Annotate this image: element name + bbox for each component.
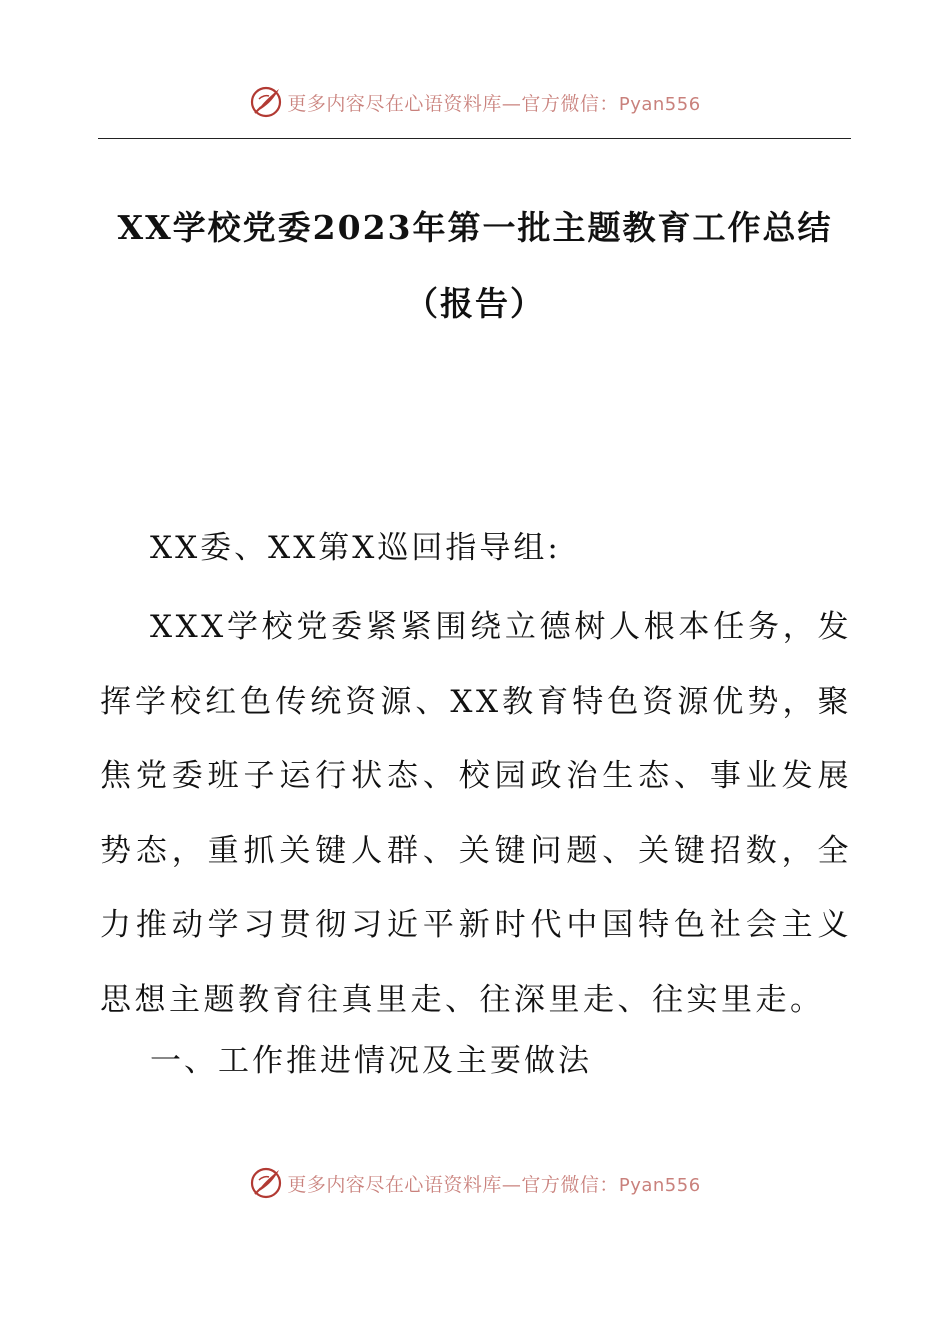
footer-watermark: [0, 1163, 950, 1203]
quill-pen-logo-icon: [249, 85, 283, 119]
watermark-wechat-id: Pyan556: [618, 1174, 701, 1196]
watermark-label: 更多内容尽在心语资料库—官方微信：: [287, 92, 619, 115]
watermark-text: [287, 89, 700, 116]
header-divider: [98, 138, 851, 139]
watermark-wechat-id: Pyan556: [618, 93, 701, 115]
document-title: XX学校党委2023年第一批主题教育工作总结: [117, 208, 833, 247]
watermark-label: 更多内容尽在心语资料库—官方微信：: [287, 1173, 619, 1196]
quill-pen-logo-icon: [249, 1166, 283, 1200]
watermark-text: [287, 1170, 700, 1197]
section-heading: 一、工作推进情况及主要做法: [150, 1043, 592, 1079]
salutation: XX委、XX第X巡回指导组:: [150, 530, 561, 566]
body-paragraph: XXX学校党委紧紧围绕立德树人根本任务，发挥学校红色传统资源、XX教育特色资源优势，聚焦党委班子运行状态、校园政治生态、事业发展势态，重抓关键人群、关键问题、关键招数，全力推动学习贯彻习近平新时代中国特色社会主义思想主题教育往真里走、往深里走、往实里走。: [100, 609, 852, 1018]
document-title-subtitle: （报告）: [405, 284, 545, 323]
header-watermark: [0, 82, 950, 122]
